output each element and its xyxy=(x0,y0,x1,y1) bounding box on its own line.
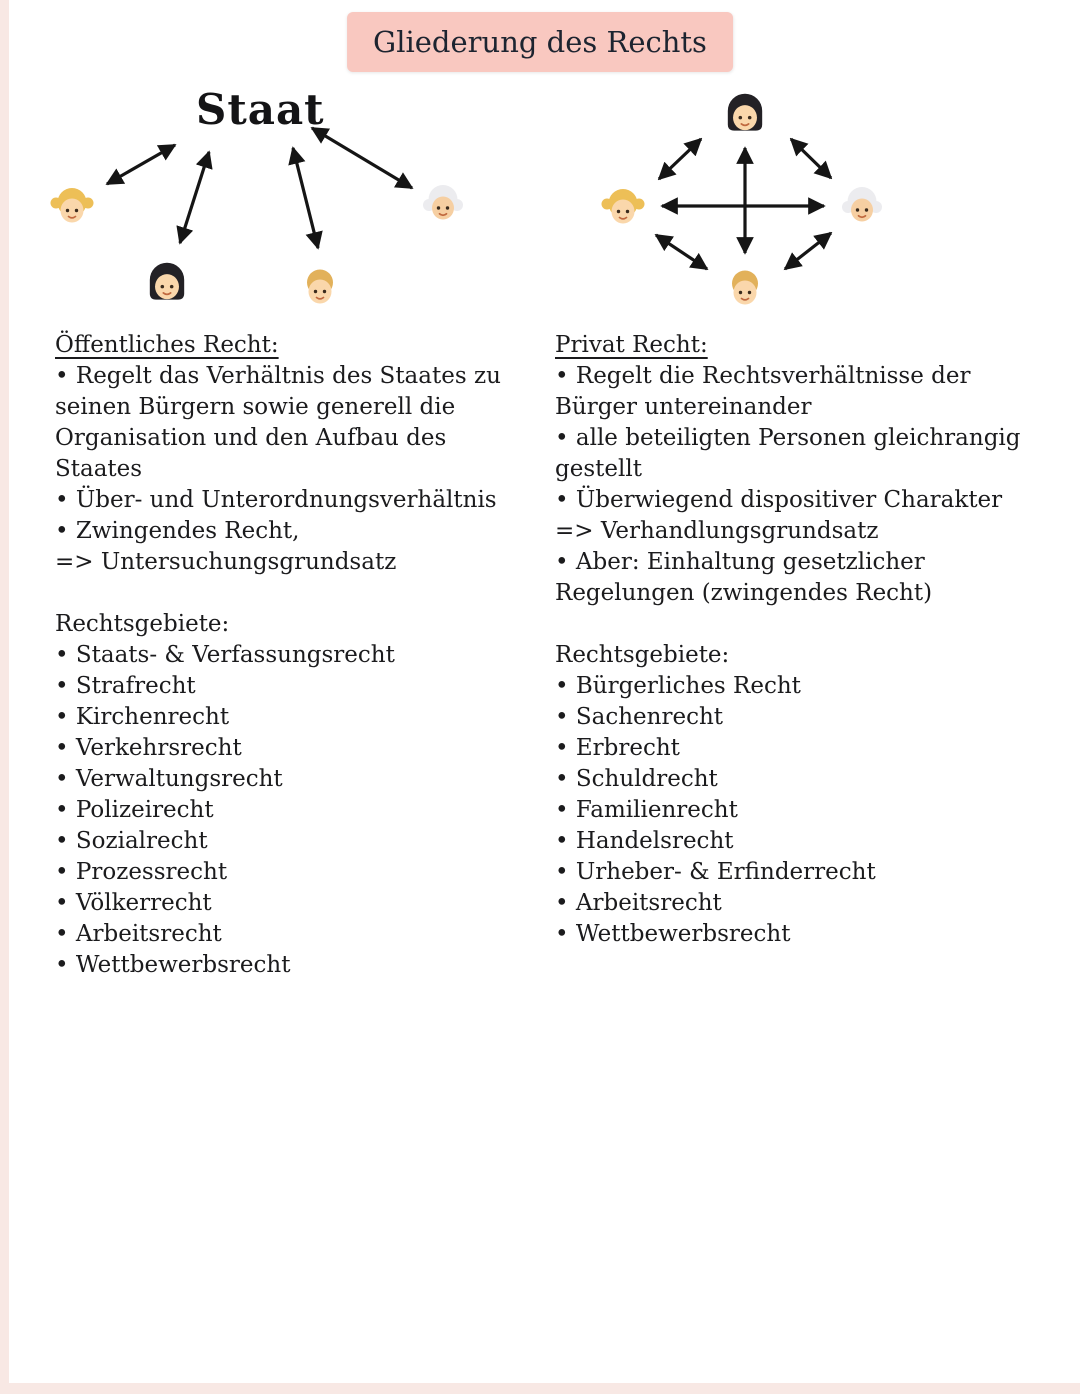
area-item: • Sozialrecht xyxy=(55,828,208,854)
blond-man-face-icon xyxy=(721,265,769,313)
public-law-section xyxy=(55,330,515,981)
white-haired-woman-emoji xyxy=(838,182,886,230)
area-item: • Wettbewerbsrecht xyxy=(555,921,791,947)
bullet-item: => Verhandlungsgrundsatz xyxy=(555,518,879,544)
area-item: • Erbrecht xyxy=(555,735,680,761)
blond-man-emoji xyxy=(721,265,769,313)
blond-man-emoji xyxy=(296,264,344,312)
bullet-item: => Untersuchungsgrundsatz xyxy=(55,549,397,575)
girl-face-icon xyxy=(48,183,96,231)
page-title-text: Gliederung des Rechts xyxy=(373,25,707,59)
area-item: • Bürgerliches Recht xyxy=(555,673,801,699)
area-item: • Handelsrecht xyxy=(555,828,734,854)
bullet-item: • Überwiegend dispositiver Charakter xyxy=(555,487,1003,513)
girl-emoji xyxy=(48,183,96,231)
area-item: • Polizeirecht xyxy=(55,797,214,823)
dark-haired-woman-face-icon xyxy=(720,89,770,139)
area-item: • Familienrecht xyxy=(555,797,738,823)
area-item: • Strafrecht xyxy=(55,673,196,699)
dark-haired-woman-emoji xyxy=(142,258,192,308)
public-law-areas-heading: Rechtsgebiete: xyxy=(55,611,230,637)
area-item: • Verwaltungsrecht xyxy=(55,766,283,792)
area-item: • Arbeitsrecht xyxy=(555,890,722,916)
area-item: • Kirchenrecht xyxy=(55,704,230,730)
bullet-item: • alle beteiligten Personen gleichrangig gestellt xyxy=(555,425,1021,482)
blond-man-face-icon xyxy=(296,264,344,312)
dark-haired-woman-emoji xyxy=(720,89,770,139)
private-law-areas-heading: Rechtsgebiete: xyxy=(555,642,730,668)
area-item: • Sachenrecht xyxy=(555,704,724,730)
girl-face-icon xyxy=(599,184,647,232)
area-item: • Völkerrecht xyxy=(55,890,212,916)
area-item: • Wettbewerbsrecht xyxy=(55,952,291,978)
private-law-section xyxy=(555,330,1030,981)
area-item: • Urheber- & Erfinderrecht xyxy=(555,859,876,885)
area-item: • Verkehrsrecht xyxy=(55,735,242,761)
area-item: • Schuldrecht xyxy=(555,766,718,792)
text-columns xyxy=(55,330,1035,981)
bullet-item: • Zwingendes Recht, xyxy=(55,518,300,544)
area-item: • Prozessrecht xyxy=(55,859,228,885)
staat-label: Staat xyxy=(196,85,325,134)
page-title xyxy=(347,12,733,72)
bullet-item: • Regelt das Verhältnis des Staates zu seinen Bürgern sowie generell die Organisation und den Aufbau des Staates xyxy=(55,363,501,482)
white-haired-woman-face-icon xyxy=(419,180,467,228)
diagram-area xyxy=(0,85,1080,335)
area-item: • Arbeitsrecht xyxy=(55,921,222,947)
bullet-item: • Über- und Unterordnungsverhältnis xyxy=(55,487,497,513)
page-edge-bottom xyxy=(0,1383,1080,1394)
girl-emoji xyxy=(599,184,647,232)
white-haired-woman-emoji xyxy=(419,180,467,228)
dark-haired-woman-face-icon xyxy=(142,258,192,308)
public-law-heading: Öffentliches Recht: xyxy=(55,332,279,358)
area-item: • Staats- & Verfassungsrecht xyxy=(55,642,395,668)
white-haired-woman-face-icon xyxy=(838,182,886,230)
bullet-item: • Aber: Einhaltung gesetzlicher Regelungen (zwingendes Recht) xyxy=(555,549,933,606)
private-law-heading: Privat Recht: xyxy=(555,332,708,358)
bullet-item: • Regelt die Rechtsverhältnisse der Bürger untereinander xyxy=(555,363,971,420)
